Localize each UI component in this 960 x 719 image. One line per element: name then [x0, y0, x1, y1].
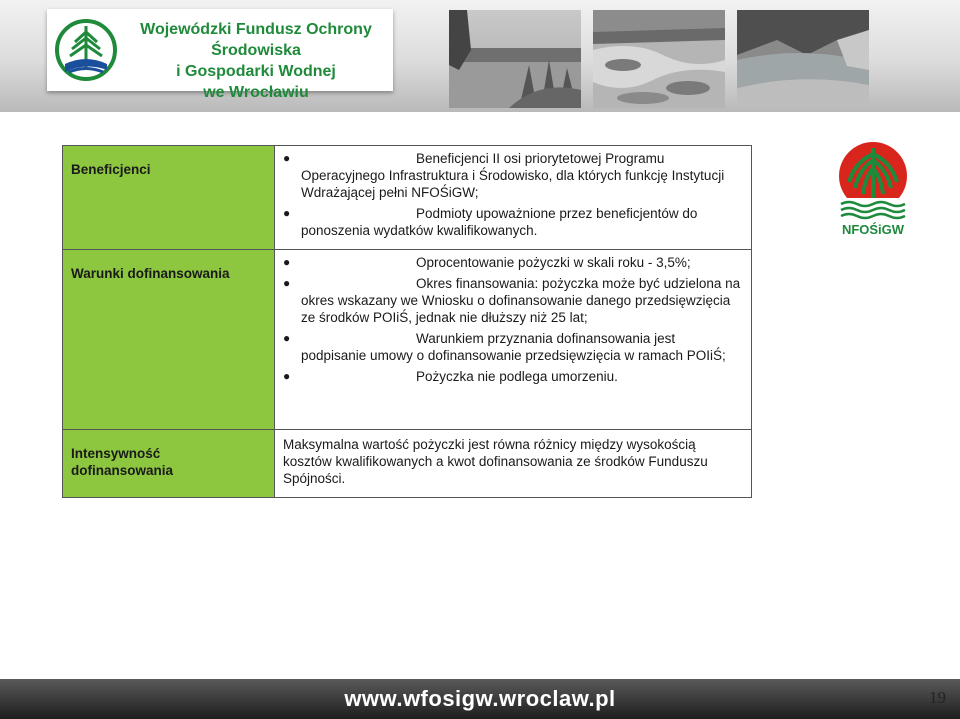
list-item [283, 330, 743, 364]
bullet-icon: ● [283, 276, 291, 290]
page-number: 19 [929, 688, 946, 707]
bullet-icon: ● [283, 331, 291, 345]
table-row-conditions [63, 250, 752, 430]
list-item [283, 205, 743, 239]
item-text-rest: udzielona na okres wskazany we Wniosku o dofinansowanie danego przedsięwzięcia ze środków POIiŚ, jednak nie dłuższy niż 25 lat; [301, 276, 741, 325]
row-label: Warunki dofinansowania [63, 250, 275, 430]
item-text: Beneficjenci II osi priorytetowej Programu [416, 151, 665, 166]
bullet-list [283, 150, 743, 239]
tree-emblem-icon [55, 18, 117, 82]
row-content [275, 430, 752, 498]
row-content [275, 250, 752, 430]
nfosigw-emblem-icon [835, 142, 911, 222]
list-item [283, 254, 743, 271]
table-row-beneficiaries [63, 146, 752, 250]
org-name-line-3: we Wrocławiu [203, 84, 309, 101]
bullet-icon: ● [283, 255, 291, 269]
photo-lake-trees [449, 10, 581, 108]
bullet-icon: ● [283, 206, 291, 220]
list-item [283, 150, 743, 201]
list-item [283, 368, 743, 385]
bullet-icon: ● [283, 369, 291, 383]
org-name-line-2: i Gospodarki Wodnej [176, 63, 336, 80]
table-row-intensity [63, 430, 752, 498]
photo-mountain-lake [737, 10, 869, 108]
footer-bar [0, 679, 960, 719]
org-name-line-1: Wojewódzki Fundusz Ochrony Środowiska [140, 21, 372, 59]
item-text: Podmioty upoważnione przez beneficjentów do [416, 206, 698, 221]
item-text: Oprocentowanie pożyczki w skali roku - 3,5%; [416, 255, 691, 270]
conditions-table [62, 145, 752, 498]
item-text-rest: podpisanie umowy o dofinansowanie przedsięwzięcia w ramach POIiŚ; [301, 348, 726, 363]
item-text: Warunkiem przyznania dofinansowania jest [416, 331, 676, 346]
item-text-rest: Operacyjnego Infrastruktura i Środowisko, dla których funkcję Instytucji Wdrażającej pełni NFOŚiGW; [301, 168, 725, 200]
photo-river-shore [593, 10, 725, 108]
wfosigw-logo[interactable] [47, 9, 393, 101]
row-text: Maksymalna wartość pożyczki jest równa różnicy między wysokością kosztów kwalifikowanych a kwot dofinansowania ze środków Funduszu Spójności. [283, 437, 708, 486]
item-text: Okres finansowania: pożyczka może być [416, 276, 660, 291]
row-content [275, 146, 752, 250]
org-name [123, 19, 389, 103]
nfosigw-logo[interactable] [835, 142, 911, 242]
bullet-icon: ● [283, 151, 291, 165]
list-item [283, 275, 743, 326]
nfosigw-label: NFOŚiGW [841, 222, 905, 237]
row-label: Beneficjenci [63, 146, 275, 250]
bullet-list [283, 254, 743, 385]
item-text: Pożyczka nie podlega umorzeniu. [416, 369, 618, 384]
item-text-rest: ponoszenia wydatków kwalifikowanych. [301, 223, 538, 238]
row-label: Intensywność dofinansowania [63, 430, 275, 498]
website-link[interactable]: www.wfosigw.wroclaw.pl [344, 686, 616, 711]
header-band [0, 0, 960, 112]
